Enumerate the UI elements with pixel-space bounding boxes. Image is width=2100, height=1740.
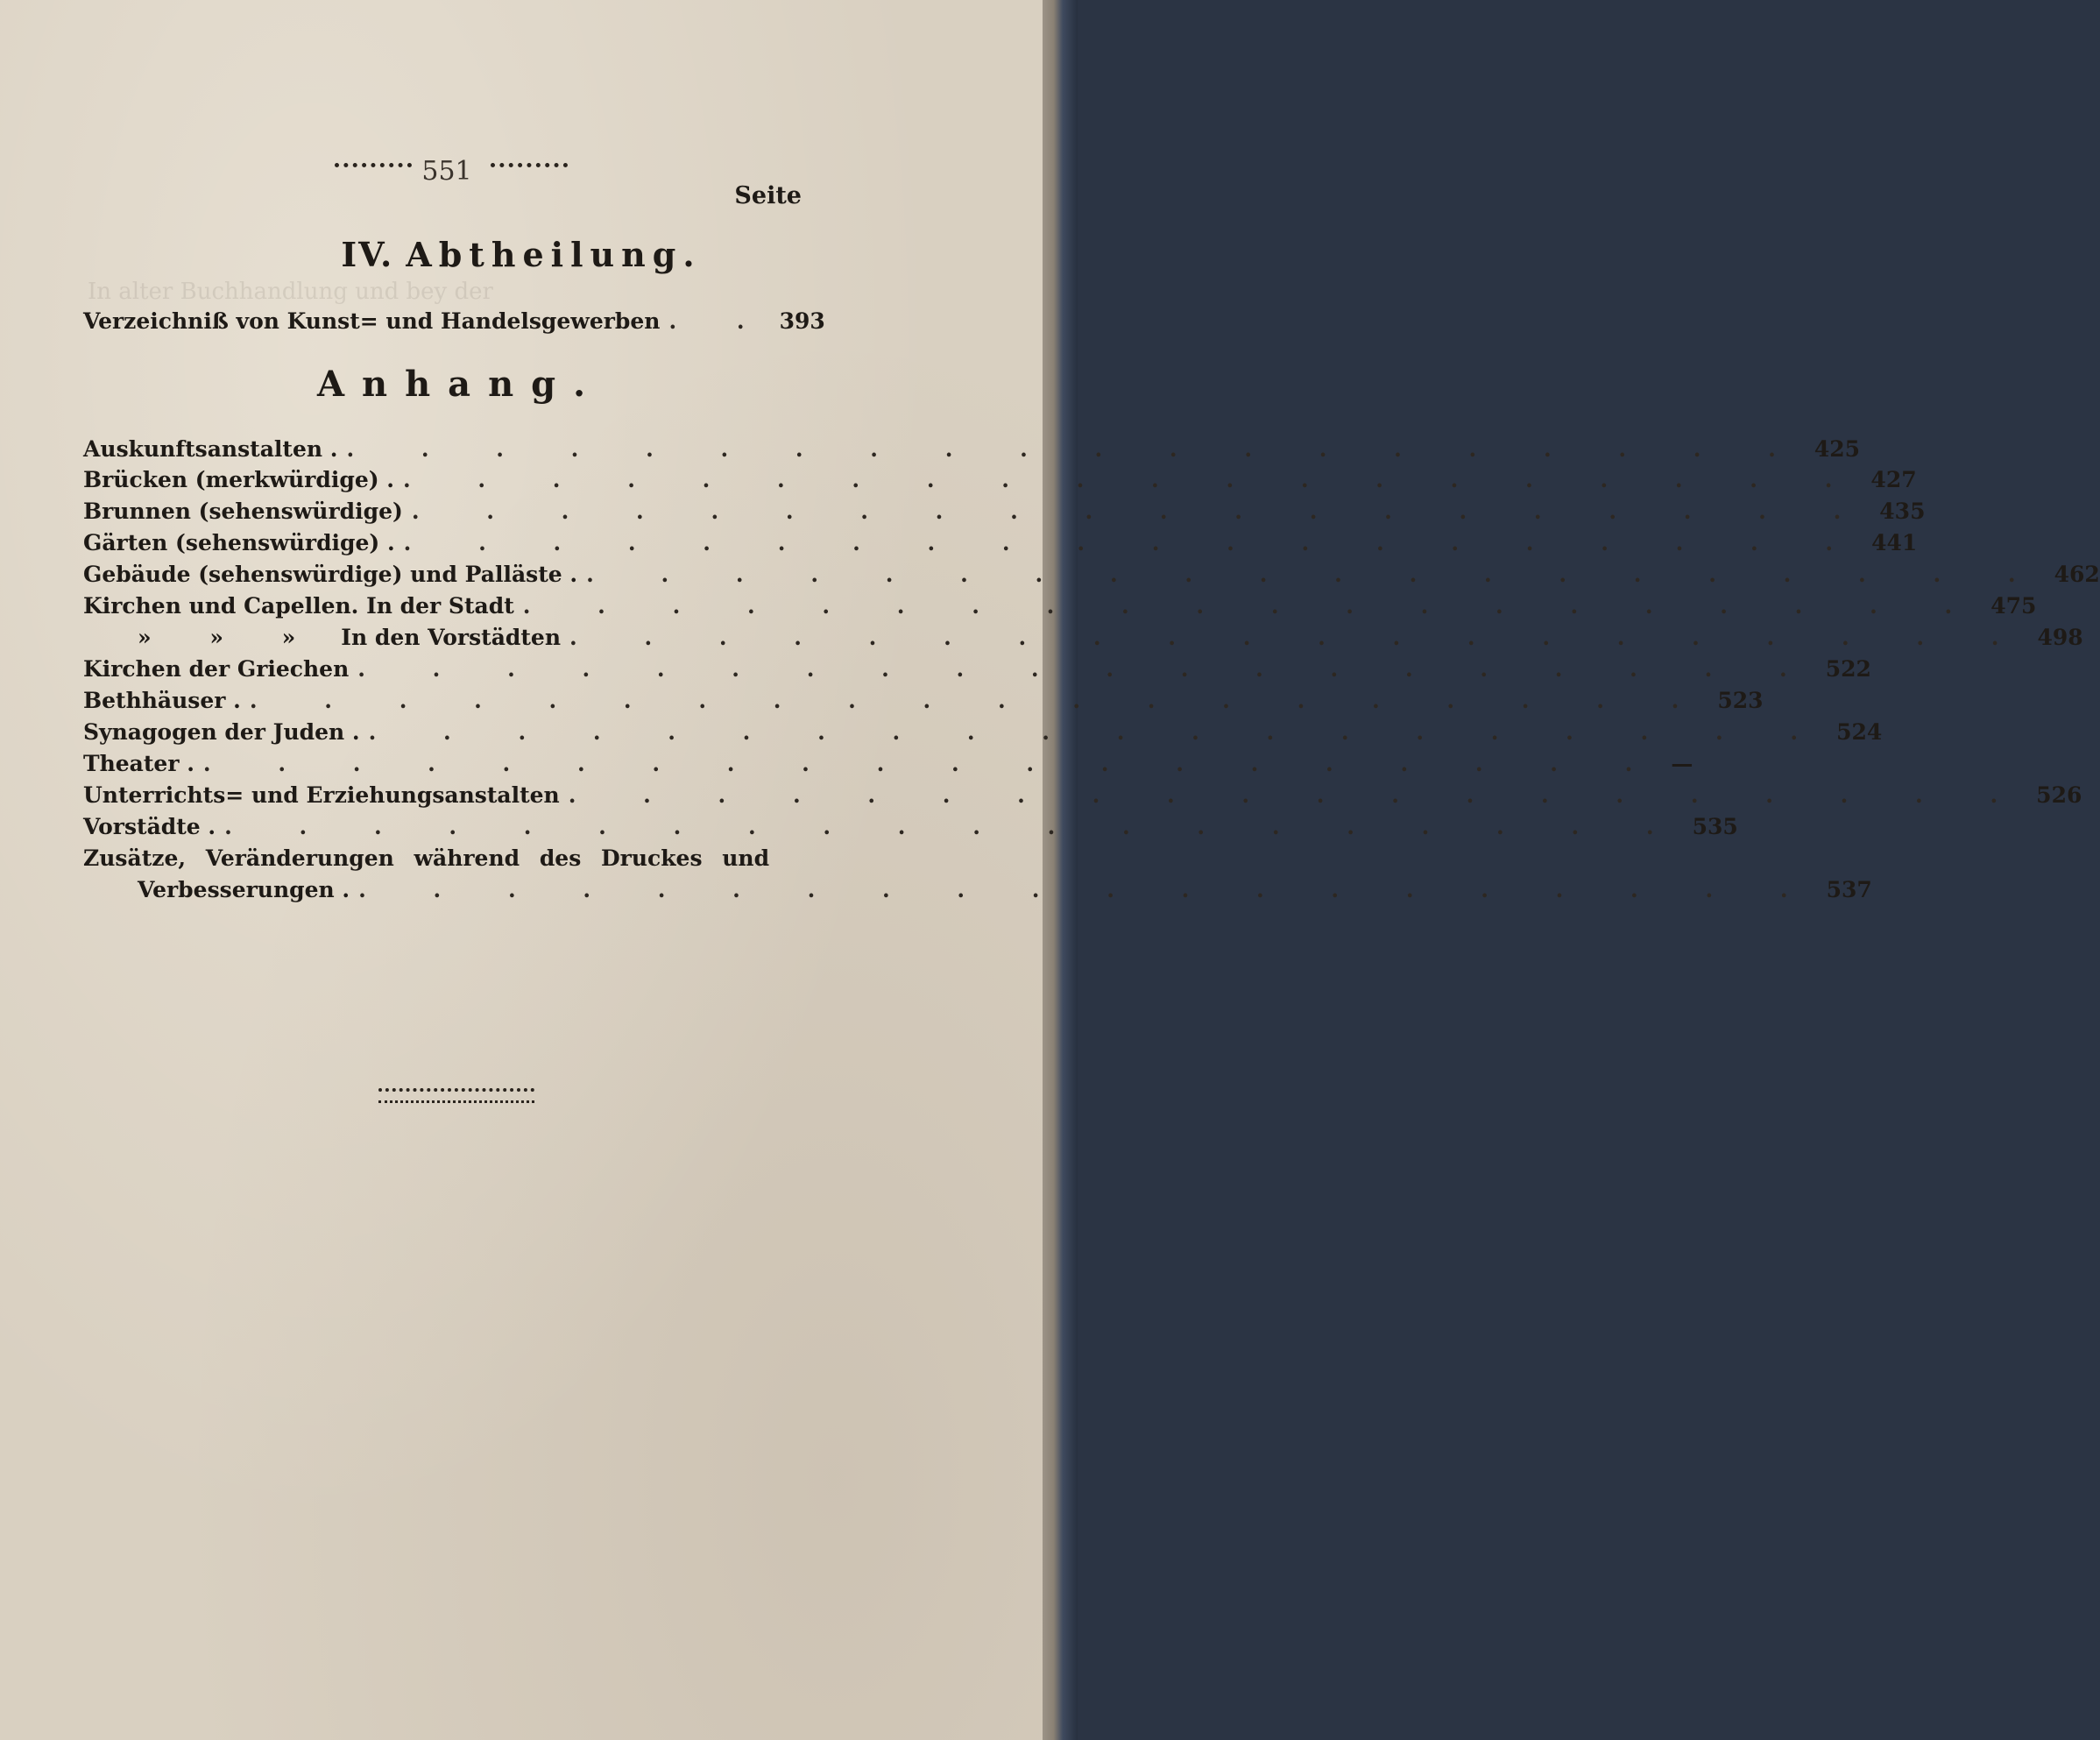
section-title: Abtheilung. — [406, 235, 702, 274]
toc-entry — [83, 877, 1872, 907]
toc-entry — [83, 467, 1917, 497]
page-header — [0, 156, 1043, 191]
section-numeral: IV. — [341, 235, 394, 274]
header-ornament-right — [491, 163, 568, 180]
toc-entry-label: Verzeichniß von Kunst= und Handelsgewerben — [83, 308, 661, 334]
toc-entry-label: Brücken (merkwürdige) . — [83, 467, 394, 492]
toc-entry-label: In den Vorstädten — [341, 625, 562, 650]
toc-entry — [83, 688, 1764, 718]
book-edge — [1041, 0, 1078, 1740]
dot-leader: . . . . . . . . . . . . . . . . . . . . — [569, 625, 2029, 650]
toc-entry-page: 537 — [1826, 877, 1872, 902]
toc-entry-label: Verbesserungen . — [138, 877, 350, 902]
toc-entry-label: Zusätze, Veränderungen während des Druckes und — [83, 845, 770, 871]
toc-entry-label: Kirchen und Capellen. In der Stadt — [83, 593, 514, 619]
toc-entry-page: 498 — [2037, 625, 2083, 650]
toc-entry-label: Synagogen der Juden . — [83, 719, 360, 745]
toc-entry-label: Auskunftsanstalten . — [83, 436, 338, 462]
dot-leader: . . . . . . . . . . . . . . . . . . . . — [402, 467, 1863, 492]
toc-entry — [83, 656, 1871, 686]
toc-entry — [83, 530, 1918, 560]
toc-entry-page: 393 — [779, 308, 825, 334]
toc-entry-label: Vorstädte . — [83, 814, 216, 839]
toc-entry — [83, 814, 1738, 844]
toc-entry-page: 475 — [1990, 593, 2037, 619]
toc-entry — [83, 719, 1883, 749]
toc-entry — [83, 593, 2037, 623]
dot-leader: . . . . . . . . . . . . . . . . . . . . — [522, 593, 1983, 619]
toc-entry — [83, 562, 2100, 591]
dot-leader: . . . . . . . . . . . . . . . . . . . . — [403, 530, 1863, 555]
toc-entry-label: Brunnen (sehenswürdige) — [83, 499, 403, 524]
toc-entry — [83, 751, 1693, 781]
toc-entry-page: 462 — [2054, 562, 2100, 587]
toc-entry-page: 425 — [1814, 436, 1861, 462]
toc-entry — [83, 499, 1926, 528]
toc-entry-page: 535 — [1692, 814, 1738, 839]
header-ornament-left — [335, 163, 412, 180]
end-ornament-rule — [378, 1088, 534, 1103]
toc-entry — [83, 625, 2083, 654]
toc-entry-line1 — [83, 845, 812, 875]
toc-entry-label: Unterrichts= und Erziehungsanstalten — [83, 782, 560, 808]
toc-entry-label: Gärten (sehenswürdige) . — [83, 530, 395, 555]
toc-entry-label: Gebäude (sehenswürdige) und Palläste . — [83, 562, 578, 587]
section-heading — [0, 235, 1043, 274]
dot-leader: . . . . . . . . . . . . . . . . . . . . — [357, 656, 1817, 682]
dot-leader: . . . . . . . . . . . . . . . . . . . . — [586, 562, 2046, 587]
toc-entry-page: 441 — [1871, 530, 1918, 555]
toc-entry-page: — — [1671, 751, 1693, 776]
toc-entry-page: 522 — [1825, 656, 1871, 682]
dot-leader: . . . . . . . . . . . . . . . . . . . . — [411, 499, 1871, 524]
page-column-label: Seite — [734, 182, 802, 209]
page-number: 551 — [421, 156, 472, 187]
toc-entry — [83, 436, 1861, 466]
toc-entry-page: 526 — [2036, 782, 2082, 808]
toc-entry-page: 427 — [1870, 467, 1917, 492]
dot-leader: . . — [668, 308, 771, 334]
ditto-marks: » » » — [138, 625, 296, 650]
dot-leader: . . . . . . . . . . . . . . . . . . . . — [224, 814, 1684, 839]
toc-entry-page: 524 — [1836, 719, 1883, 745]
dot-leader: . . . . . . . . . . . . . . . . . . . . — [249, 688, 1709, 713]
toc-entry — [83, 308, 825, 338]
dot-leader: . . . . . . . . . . . . . . . . . . . . — [358, 877, 1818, 902]
toc-entry-page: 523 — [1717, 688, 1764, 713]
dot-leader: . . . . . . . . . . . . . . . . . . . . — [368, 719, 1828, 745]
toc-entry-label: Theater . — [83, 751, 194, 776]
toc-entry-label: Bethhäuser . — [83, 688, 241, 713]
dot-leader: . . . . . . . . . . . . . . . . . . . . — [202, 751, 1663, 776]
dot-leader: . . . . . . . . . . . . . . . . . . . . — [346, 436, 1806, 462]
toc-entry-page: 435 — [1879, 499, 1926, 524]
appendix-heading: Anhang. — [316, 364, 604, 405]
bleed-through-text: In alter Buchhandlung und bey der — [88, 279, 493, 305]
dot-leader: . . . . . . . . . . . . . . . . . . . . — [568, 782, 2028, 808]
toc-entry-label: Kirchen der Griechen — [83, 656, 350, 682]
toc-entry — [83, 782, 2082, 812]
